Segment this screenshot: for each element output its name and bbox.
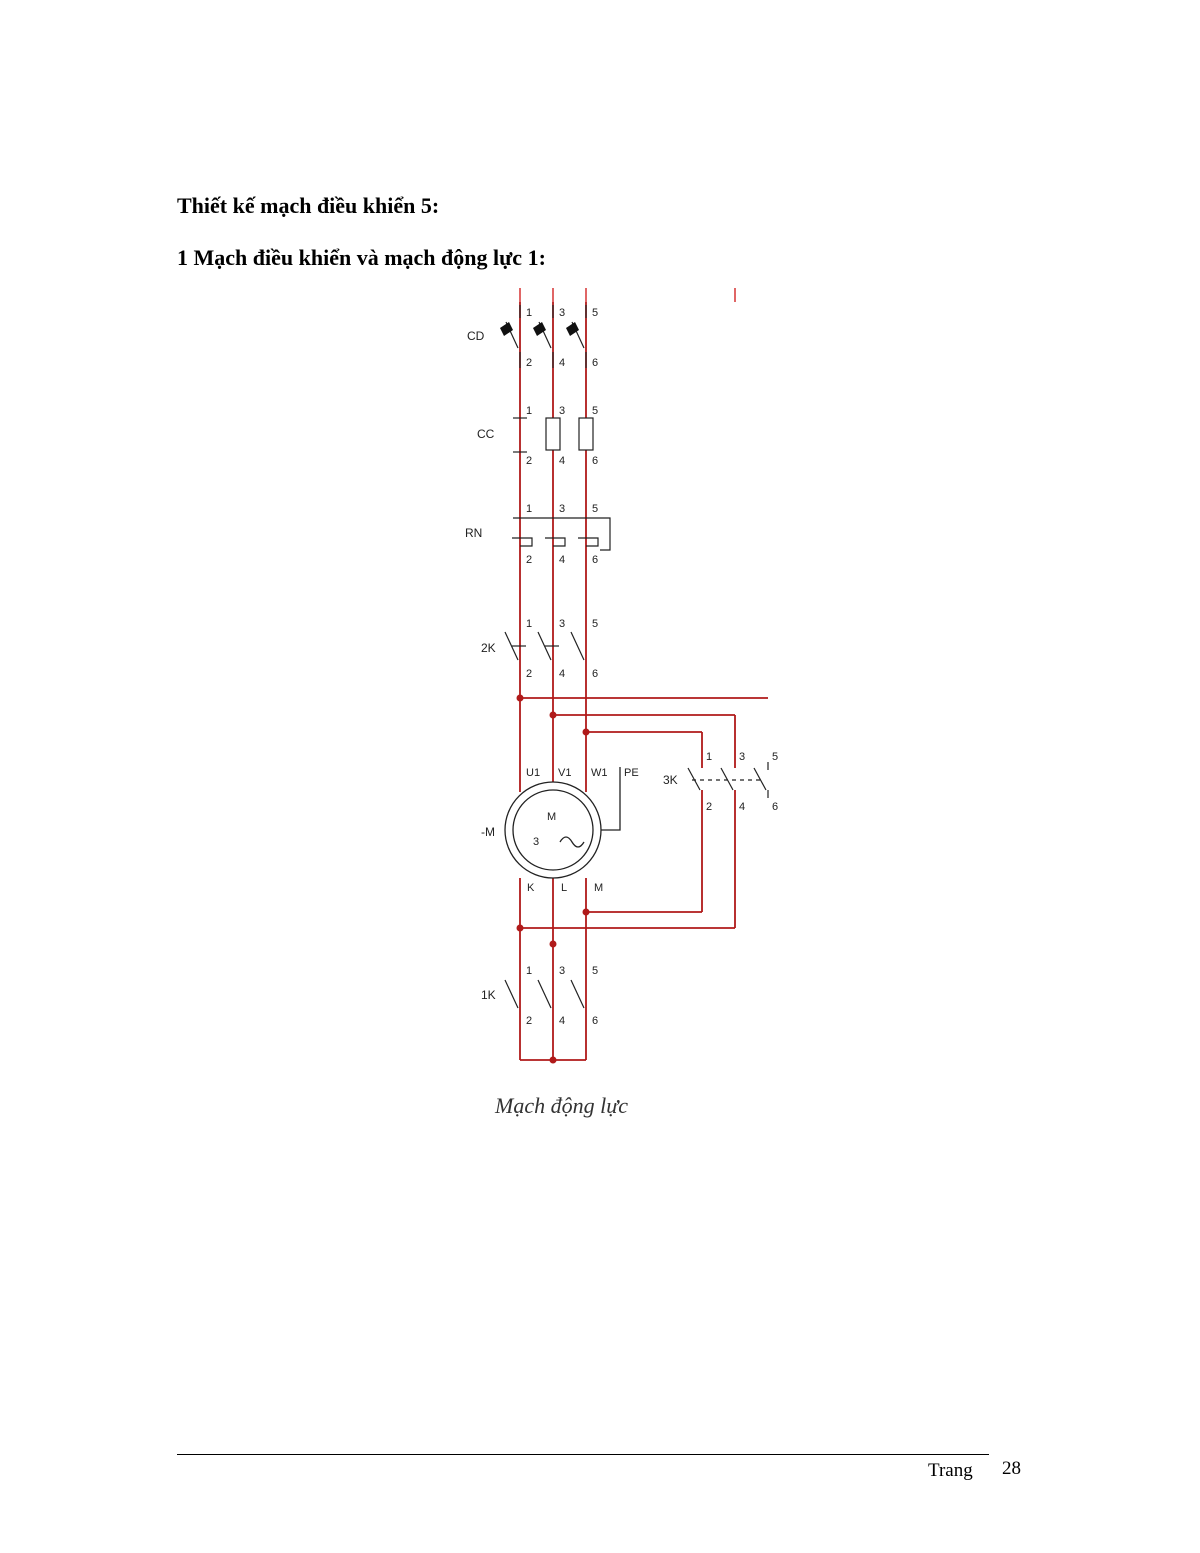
terminal-number: 4 xyxy=(559,357,566,369)
terminal-number: 3 xyxy=(559,405,566,417)
contactor-3k-symbol xyxy=(688,762,768,798)
figure-caption: Mạch động lực xyxy=(495,1093,628,1118)
heading-section-title: 1 Mạch điều khiển và mạch động lực 1: xyxy=(177,245,546,270)
cd-breaker-symbol xyxy=(506,305,586,368)
terminal-number: 3 xyxy=(559,965,566,977)
label-motor-phases: 3 xyxy=(533,836,540,848)
terminal-number: 1 xyxy=(526,307,533,319)
terminal-number: 6 xyxy=(592,668,599,680)
top-wire-stubs xyxy=(520,288,735,302)
terminal-number: 2 xyxy=(526,357,533,369)
terminal-number: 3 xyxy=(559,618,566,630)
label-motor-m: M xyxy=(547,811,557,823)
heading-design-title: Thiết kế mạch điều khiển 5: xyxy=(177,193,440,218)
terminal-number: 5 xyxy=(592,965,599,977)
terminal-number: 2 xyxy=(526,554,533,566)
terminal-number: 1 xyxy=(706,751,713,763)
label-u1: U1 xyxy=(526,767,541,779)
label-cd: CD xyxy=(467,329,485,343)
label-terminal-m: M xyxy=(594,882,604,894)
terminal-number: 3 xyxy=(739,751,746,763)
terminal-number: 4 xyxy=(559,668,566,680)
terminal-number: 4 xyxy=(559,455,566,467)
terminal-number: 2 xyxy=(526,668,533,680)
footer-divider xyxy=(177,1454,989,1455)
terminal-number: 4 xyxy=(559,1015,566,1027)
terminal-number: 5 xyxy=(772,751,779,763)
terminal-number: 6 xyxy=(592,554,599,566)
label-terminal-k: K xyxy=(527,882,535,894)
label-motor-tag: -M xyxy=(481,825,495,839)
terminal-number: 6 xyxy=(592,455,599,467)
rn-thermal-relay-symbol xyxy=(512,518,610,550)
terminal-number: 4 xyxy=(559,554,566,566)
terminal-number: 1 xyxy=(526,618,533,630)
terminal-number: 5 xyxy=(592,503,599,515)
label-pe: PE xyxy=(624,767,639,779)
label-rn: RN xyxy=(465,526,483,540)
terminal-number: 1 xyxy=(526,503,533,515)
terminal-number: 3 xyxy=(559,307,566,319)
terminal-number: 6 xyxy=(592,1015,599,1027)
label-v1: V1 xyxy=(558,767,572,779)
cc-fuse-symbol xyxy=(513,418,593,452)
footer-page-number: 28 xyxy=(1002,1458,1021,1479)
terminal-number: 6 xyxy=(592,357,599,369)
terminal-number: 6 xyxy=(772,801,779,813)
terminal-number: 4 xyxy=(739,801,746,813)
terminal-number: 2 xyxy=(526,455,533,467)
label-w1: W1 xyxy=(591,767,608,779)
terminal-number: 5 xyxy=(592,405,599,417)
terminal-number: 3 xyxy=(559,503,566,515)
label-2k: 2K xyxy=(481,641,496,655)
terminal-number: 2 xyxy=(706,801,713,813)
contactor-1k-symbol xyxy=(505,980,584,1008)
label-1k: 1K xyxy=(481,988,496,1002)
footer-page-label: Trang xyxy=(928,1460,973,1481)
label-3k: 3K xyxy=(663,773,678,787)
terminal-numbers xyxy=(526,307,778,1027)
terminal-number: 1 xyxy=(526,405,533,417)
label-terminal-l: L xyxy=(561,882,568,894)
terminal-number: 5 xyxy=(592,307,599,319)
terminal-number: 1 xyxy=(526,965,533,977)
label-cc: CC xyxy=(477,427,495,441)
contactor-2k-symbol xyxy=(505,632,584,660)
terminal-number: 5 xyxy=(592,618,599,630)
terminal-number: 2 xyxy=(526,1015,533,1027)
motor-symbol xyxy=(505,767,620,878)
